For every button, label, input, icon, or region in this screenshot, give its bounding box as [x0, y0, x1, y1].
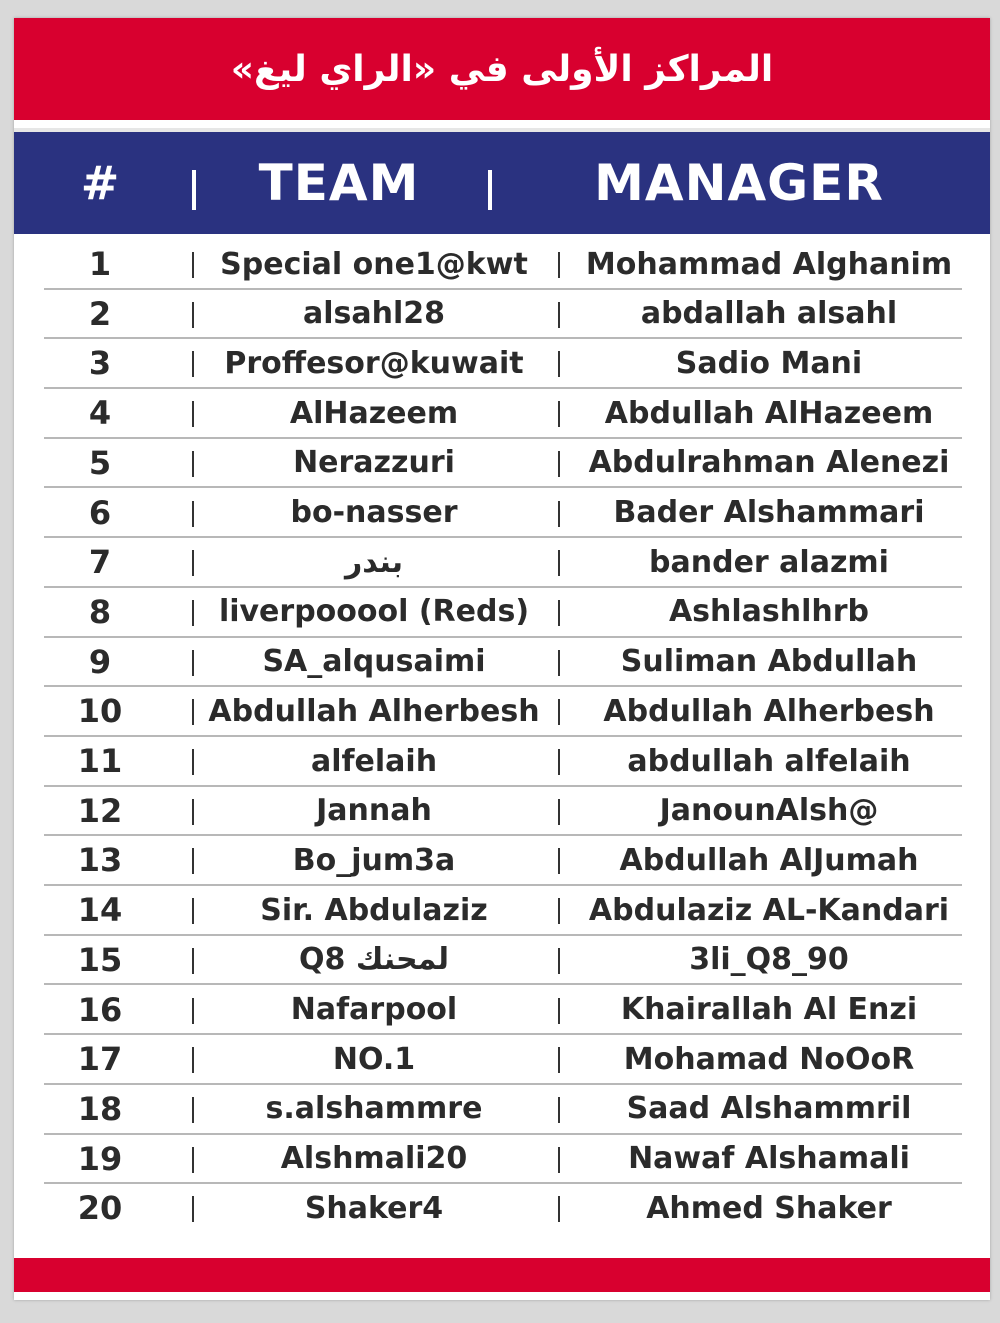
column-separator: [192, 650, 194, 676]
header-separator: [192, 170, 196, 210]
rank-cell: 4: [88, 394, 112, 433]
team-cell: s.alshammre: [265, 1091, 483, 1127]
column-separator: [192, 1097, 194, 1123]
column-separator: [558, 600, 560, 626]
table-row: [14, 1135, 990, 1185]
header-team: TEAM: [258, 154, 420, 212]
manager-cell: abdallah alsahl: [640, 296, 898, 332]
team-cell: Special one1@kwt: [220, 246, 528, 282]
rank-cell: 7: [88, 543, 112, 582]
column-separator: [558, 898, 560, 924]
table-row: [14, 389, 990, 439]
manager-cell: Abdullah AlHazeem: [604, 395, 934, 431]
column-separator: [192, 799, 194, 825]
column-separator: [558, 550, 560, 576]
rank-cell: 12: [77, 791, 123, 830]
team-cell: AlHazeem: [289, 395, 459, 431]
team-cell: Sir. Abdulaziz: [260, 892, 488, 928]
table-row: [14, 1035, 990, 1085]
header-manager: MANAGER: [594, 154, 884, 212]
table-row: [14, 687, 990, 737]
column-separator: [558, 749, 560, 775]
rank-cell: 19: [77, 1139, 123, 1178]
table-row: [14, 886, 990, 936]
manager-cell: Abdullah Alherbesh: [603, 693, 935, 729]
rank-cell: 1: [88, 245, 112, 283]
rank-cell: 8: [88, 592, 112, 631]
manager-cell: Ahmed Shaker: [646, 1190, 892, 1226]
team-cell: SA_alqusaimi: [262, 644, 486, 680]
divider: [14, 120, 990, 128]
rank-cell: 3: [88, 344, 112, 383]
manager-cell: bander alazmi: [649, 544, 889, 580]
column-separator: [192, 1047, 194, 1073]
column-separator: [192, 699, 194, 725]
manager-cell: Saad Alshammril: [626, 1091, 912, 1127]
header-rank: #: [80, 156, 120, 210]
header-separator: [488, 170, 492, 210]
manager-cell: Sadio Mani: [675, 345, 863, 381]
table-row: [14, 787, 990, 837]
team-cell: Bo_jum3a: [292, 842, 456, 878]
table-row: [14, 240, 990, 290]
column-separator: [192, 401, 194, 427]
manager-cell: JanounAlsh@: [659, 793, 879, 829]
column-separator: [558, 252, 560, 278]
column-separator: [558, 401, 560, 427]
manager-cell: Abdullah AlJumah: [619, 842, 919, 878]
table-row: [14, 836, 990, 886]
column-separator: [558, 1097, 560, 1123]
table-row: [14, 638, 990, 688]
team-cell: Abdullah Alherbesh: [208, 693, 540, 729]
table-header: [14, 128, 990, 234]
column-separator: [192, 550, 194, 576]
rank-cell: 14: [77, 891, 123, 930]
column-separator: [558, 948, 560, 974]
rank-cell: 20: [77, 1189, 123, 1228]
column-separator: [558, 451, 560, 477]
standings-card: [14, 18, 990, 1300]
table-row: [14, 936, 990, 986]
table-row: [14, 1184, 990, 1234]
column-separator: [192, 1196, 194, 1222]
manager-cell: Mohamad NoOoR: [623, 1041, 915, 1077]
manager-cell: Abdulrahman Alenezi: [588, 445, 950, 481]
column-separator: [192, 501, 194, 527]
table-row: [14, 737, 990, 787]
manager-cell: Bader Alshammari: [613, 495, 925, 530]
column-separator: [192, 1147, 194, 1173]
rank-cell: 9: [88, 642, 112, 681]
rank-cell: 16: [77, 990, 123, 1029]
table-row: [14, 439, 990, 489]
column-separator: [192, 302, 194, 328]
table-row: [14, 489, 990, 539]
column-separator: [558, 799, 560, 825]
page-title: المراكز الأولى في «الراي ليغ»: [230, 48, 774, 90]
rank-cell: 18: [77, 1089, 123, 1128]
rank-cell: 10: [77, 692, 123, 731]
team-cell: bo-nasser: [290, 495, 458, 530]
team-cell: alfelaih: [310, 743, 438, 779]
manager-cell: Suliman Abdullah: [620, 644, 918, 680]
table-row: [14, 588, 990, 638]
team-cell: liverpooool (Reds): [218, 594, 530, 630]
manager-cell: 3li_Q8_90: [689, 942, 849, 978]
column-separator: [192, 451, 194, 477]
column-separator: [558, 998, 560, 1024]
column-separator: [558, 699, 560, 725]
table-row: [14, 538, 990, 588]
column-separator: [558, 650, 560, 676]
column-separator: [192, 600, 194, 626]
table-row: [14, 290, 990, 340]
manager-cell: Khairallah Al Enzi: [620, 992, 918, 1027]
rank-cell: 13: [77, 841, 123, 880]
column-separator: [192, 898, 194, 924]
title-banner: [14, 18, 990, 120]
team-cell: Nafarpool: [290, 992, 458, 1027]
team-cell: Jannah: [316, 793, 432, 829]
manager-cell: Nawaf Alshamali: [628, 1141, 910, 1177]
rank-cell: 17: [77, 1040, 123, 1079]
footer-banner: [14, 1258, 990, 1292]
table-row: [14, 986, 990, 1036]
column-separator: [558, 501, 560, 527]
column-separator: [192, 948, 194, 974]
team-cell: بندر: [344, 544, 404, 580]
column-separator: [192, 252, 194, 278]
column-separator: [192, 998, 194, 1024]
column-separator: [558, 1147, 560, 1173]
rank-cell: 15: [77, 940, 123, 979]
team-cell: Proffesor@kuwait: [224, 345, 524, 381]
team-cell: Nerazzuri: [293, 445, 455, 481]
team-cell: NO.1: [332, 1041, 416, 1077]
team-cell: Shaker4: [304, 1190, 444, 1226]
rank-cell: 2: [88, 294, 112, 333]
rank-cell: 6: [88, 493, 112, 532]
column-separator: [192, 848, 194, 874]
rank-cell: 11: [77, 742, 123, 780]
team-cell: alsahl28: [302, 296, 446, 332]
manager-cell: Mohammad Alghanim: [585, 246, 953, 282]
rank-cell: 5: [88, 443, 112, 482]
column-separator: [192, 351, 194, 377]
team-cell: Alshmali20: [280, 1141, 468, 1177]
manager-cell: Ashlashlhrb: [668, 594, 870, 630]
column-separator: [558, 1047, 560, 1073]
manager-cell: abdullah alfelaih: [627, 743, 911, 779]
team-cell: Q8 لمحنك: [298, 942, 449, 978]
column-separator: [192, 749, 194, 775]
column-separator: [558, 1196, 560, 1222]
manager-cell: Abdulaziz AL-Kandari: [588, 892, 950, 928]
table-row: [14, 339, 990, 389]
column-separator: [558, 848, 560, 874]
table-row: [14, 1085, 990, 1135]
column-separator: [558, 302, 560, 328]
column-separator: [558, 351, 560, 377]
